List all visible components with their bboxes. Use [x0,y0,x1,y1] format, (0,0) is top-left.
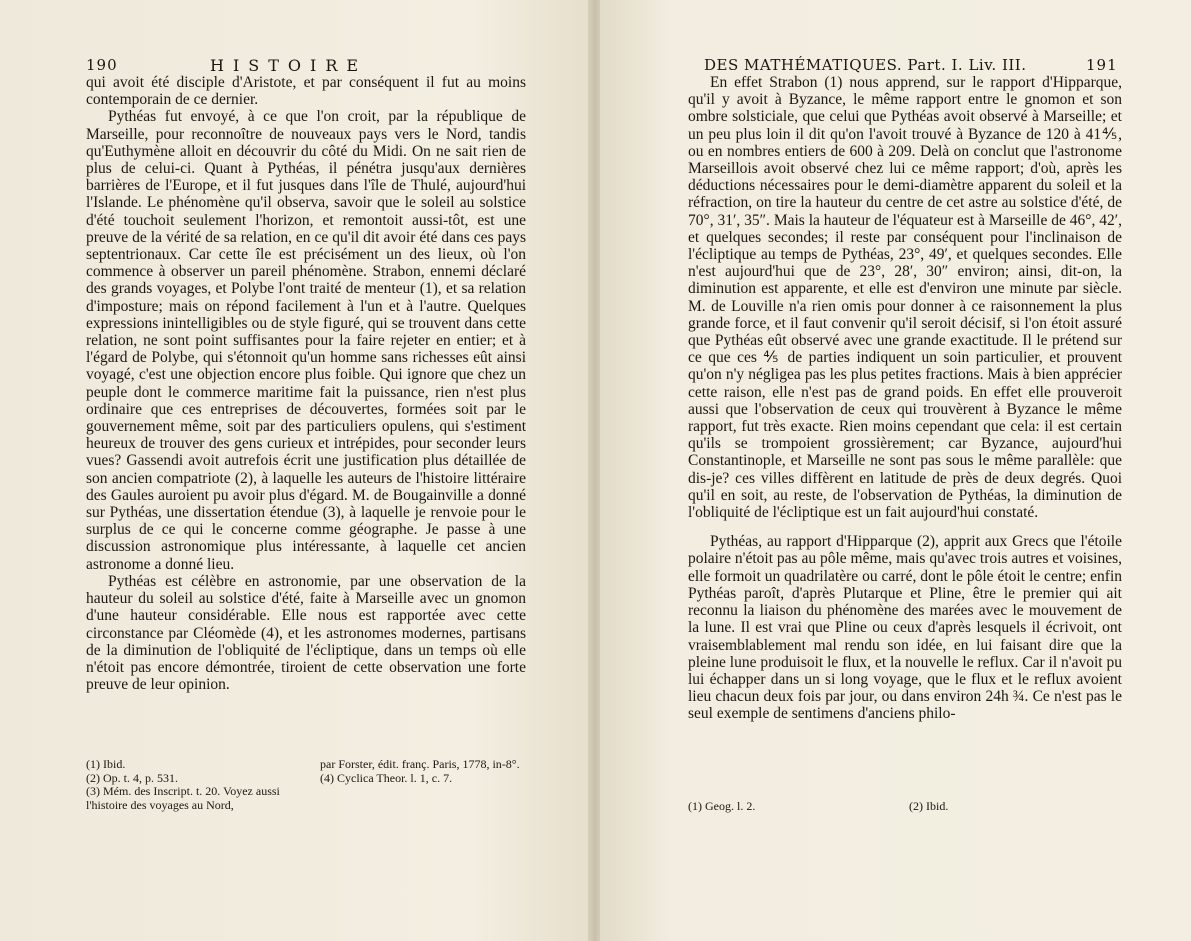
paragraph: Pythéas fut envoyé, à ce que l'on croit, par la république de Marseille, pour reconnoître de nouveaux pays vers le Nord, tandis qu'Euthymène alloit en découvrir du côté du Midi. On ne sait rien de plus de celui-ci. Quant à Pythéas, il pénétra jusqu'aux dernières barrières de l'Europe, et il fut jusques dans l'île de Thulé, aujourd'hui l'Islande. Le phénomène qu'il observa, savoir que le soleil au solstice d'été touchoit seulement l'horizon, et remontoit aussi-tôt, est une preuve de la vérité de sa relation, en ce qu'il dit avoir été dans ces pays septentrionaux. Car cette île est précisément un des lieux, où l'on commence à observer un pareil phénomène. Strabon, ennemi déclaré des grands voyages, et Polybe l'ont traité de menteur (1), et sa relation d'imposture; mais on répond facilement à l'un et à l'autre. Quelques expressions inintelligibles ou de style figuré, qui se trouvent dans cette relation, ne sont point suffisantes pour la faire rejeter en entier; et à l'égard de Polybe, qui s'étonnoit qu'un homme sans richesses eût ainsi voyagé, c'est une objection encore plus foible. Qui ignore que chez un peuple dont le commerce maritime fait la puissance, rien n'est plus ordinaire que ces entreprises de découvertes, formées soit par le gouvernement même, soit par des particuliers opulens, qui s'estiment heureux de trouver des gens curieux et intrépides, pour seconder leurs vues? Gassendi avoit autrefois écrit une justification plus détaillée de son ancien compatriote (2), à laquelle les auteurs de l'histoire littéraire des Gaules auroient pu avoir plus d'égard. M. de Bougainville a donné sur Pythéas, une dissertation étendue (3), à laquelle je renvoie pour le surplus de ce qui le concerne comme géographe. Je passe à une discussion astronomique plus intéressante, à laquelle cet ancien astronome a donné lieu. [86,108,526,573]
footnotes [688,800,858,814]
page-body [688,74,1122,723]
footnote: (2) Op. t. 4, p. 531. [86,770,178,785]
page-number: 190 [86,56,118,74]
page-body [86,74,526,693]
footnote: (4) Cyclica Theor. l. 1, c. 7. [320,770,453,785]
footnote: par Forster, édit. franç. Paris, 1778, in-8°. [320,757,520,771]
left-page [0,0,590,941]
running-head: DES MATHÉMATIQUES. Part. I. Liv. III. [704,56,1027,74]
footnote: (1) Geog. l. 2. [688,799,756,813]
right-page [600,0,1191,941]
paragraph: Pythéas, au rapport d'Hipparque (2), apprit aux Grecs que l'étoile polaire n'étoit pas au pôle même, mais qu'avec trois autres et voisines, elle formoit un quadrilatère ou carré, dont le pôle étoit le centre; enfin Pythéas paroît, d'après Plutarque et Pline, être le premier qui ait reconnu la liaison du phénomène des marées avec le mouvement de la lune. Il est vrai que Pline ou ceux d'après lesquels il écrivoit, ont vraisemblablement mal rendu son idée, en lui faisant dire que la pleine lune produisoit le flux, et la nouvelle le reflux. Car il n'avoit pu lui échapper dans un si long voyage, que le flux et le reflux avoient lieu chacun deux fois par jour, ou dans environ 24h ¾. Ce n'est pas le seul exemple de sentimens d'anciens philo- [688,533,1122,723]
page-number: 191 [1086,56,1118,74]
running-head: HISTOIRE [210,56,368,75]
footnotes [86,758,286,812]
footnotes [909,800,1079,814]
footnotes [320,758,535,785]
paragraph: qui avoit été disciple d'Aristote, et par conséquent il fut au moins contemporain de ce dernier. [86,74,526,109]
footnote: (1) Ibid. [86,757,126,771]
paragraph: Pythéas est célèbre en astronomie, par une observation de la hauteur du soleil au solstice d'été, faite à Marseille avec un gnomon d'une hauteur considérable. Elle nous est rapportée avec cette circonstance par Cléomède (4), et les astronomes modernes, partisans de la diminution de l'obliquité de l'écliptique, dans un temps où elle n'étoit pas encore démontrée, tiroient de cette observation une forte preuve de leur opinion. [86,572,526,694]
footnote: (2) Ibid. [909,799,949,813]
footnote: (3) Mém. des Inscript. t. 20. Voyez aussi l'histoire des voyages au Nord, [86,784,280,812]
paragraph: En effet Strabon (1) nous apprend, sur le rapport d'Hipparque, qu'il y avoit à Byzance, le même rapport entre le gnomon et son ombre solsticiale, que celui que Pythéas avoit observé à Marseille; et un peu plus loin il dit qu'on l'avoit trouvé à Byzance de 120 à 41⅘, ou en nombres entiers de 600 à 209. Delà on conclut que l'astronome Marseillois avoit observé chez lui ce même rapport; d'où, après les déductions nécessaires pour le demi-diamètre apparent du soleil et la réfraction, on tire la hauteur du centre de cet astre au solstice d'été, de 70°, 31′, 35″. Mais la hauteur de l'équateur est à Marseille de 46°, 42′, et quelques secondes; il reste par conséquent pour l'inclinaison de l'écliptique au temps de Pythéas, 23°, 49′, et quelques secondes. Elle n'est aujourd'hui que de 23°, 28′, 30″ environ; ainsi, dit-on, la diminution est apparente, et elle est d'environ une minute par siècle. M. de Louville n'a rien omis pour donner à ce raisonnement la plus grande force, et il faut convenir qu'il seroit décisif, si l'on étoit assuré que Pythéas eût observé avec une grande exactitude. Il le prétend sur ce que ces ⅘ de parties indiquent un soin particulier, et prouvent qu'on n'y négligea pas les plus petites fractions. Mais à bien apprécier cette raison, elle n'est pas de grand poids. En effet elle prouveroit aussi que l'observation de ceux qui trouvèrent à Byzance le même rapport, fut très exacte. Rien moins cependant que cela: il est certain qu'ils se trompoient grossièrement; car Byzance, aujourd'hui Constantinople, et Marseille ne sont pas sous le même parallèle: que dis-je? ces villes diffèrent en latitude de près de deux degrés. Quoi qu'il en soit, au reste, de l'observation de Pythéas, la diminution de l'obliquité de l'écliptique est un fait aujourd'hui constaté. [688,74,1122,522]
